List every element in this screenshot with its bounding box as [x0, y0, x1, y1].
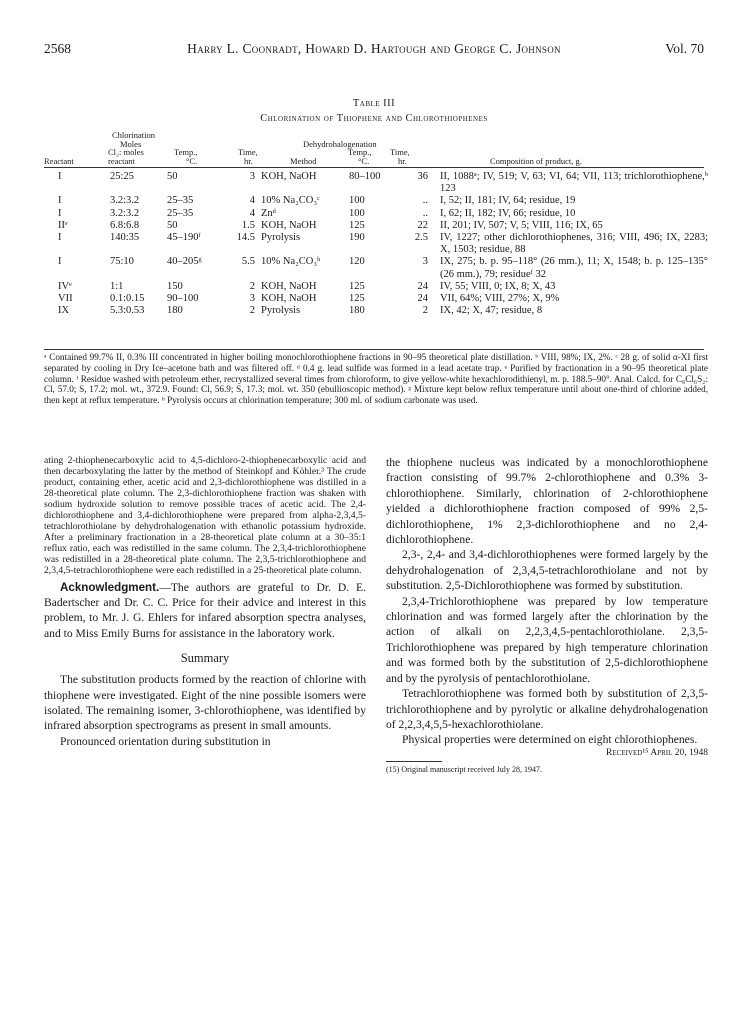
cell-composition: II, 1088ᵃ; IV, 519; V, 63; VI, 64; VII, 113; trichlorothiophene,ᵇ 123: [440, 171, 708, 195]
cell-method: KOH, NaOH: [261, 219, 317, 231]
summary-paragraph-4: 2,3-, 2,4- and 3,4-dichlorothiophenes were formed largely by the dehydrohalogenation of 2,3,4,5-tetrachlorothiolane and not by substitution. 2,5-Dichlorothiophene was formed by substitution.: [386, 548, 708, 593]
acknowledgment-paragraph: [44, 580, 366, 642]
cell-reactant: IX: [58, 305, 70, 317]
cell-dtemp: 125: [349, 293, 365, 305]
table-row: [44, 208, 708, 220]
cell-reactant: I: [58, 232, 62, 244]
cell-method: 10% Na₂CO₃ᶜ: [261, 195, 320, 207]
cell-time: 1.5: [241, 219, 255, 231]
cell-time: 2: [249, 305, 255, 317]
cell-dtime: 24: [417, 280, 428, 292]
author-line: Harry L. Coonradt, Howard D. Hartough and George C. Johnson: [187, 41, 561, 56]
cell-temp: 180: [167, 305, 183, 317]
group-dehydro: Dehydrohalogenation: [303, 139, 377, 149]
summary-paragraph-1: The substitution products formed by the reaction of chlorine with thiophene were investigated. Eight of the nine possible isomers were isolated. The remaining isomer, 3-chlorothiophene, was identified by infrared absorption spectrograms as present in small amounts.: [44, 673, 366, 733]
cell-method: KOH, NaOH: [261, 280, 317, 292]
cell-method: 10% Na₂CO₃ʰ: [261, 256, 321, 268]
experimental-text: ating 2-thiophenecarboxylic acid to 4,5-dichloro-2-thiophenecarboxylic acid and then decarboxylating the latter by the method of Steinkopf and Köhler.³ The crude product, containing ether, acetic acid and 2,3-dichlorothiophene was distilled in a 28-theoretical plate column. The 2,3-dichlorothiophene fraction was shaken with sodium hydroxide solution to remove possible traces of acetic acid. The 2,4-dichlorothiophene and 3,4-dichlorothiophene were prepared from alpha-2,3,4,5-tetrachlorothiolane by dehydrohalogenation with ethanolic potassium hydroxide. After a preliminary fractionation in a 28-theoretical plate column at a 30–35:1 reflux ratio, each was redistilled in the same column. The 2,3,4-trichlorothiophene was redistilled in a 28-theoretical plate column. The 2,3,5-trichlorothiophene and 2,3,4,5-tetrachlorothiophene were each redistilled in a 25-theoretical plate column.: [44, 455, 366, 577]
cell-moles: 140:35: [110, 232, 140, 244]
table-body: [44, 171, 708, 317]
cell-dtemp: 80–100: [349, 171, 381, 182]
col-moles-3: reactant: [108, 156, 135, 166]
summary-paragraph-3: the thiophene nucleus was indicated by a monochlorothiophene fraction consisting of 99.7% 2-chlorothiophene and 0.3% 3-chlorothiophene. Similarly, chlorination of 2-chlorothiophene yielded a dichlorothiophene fraction composed of 99% 2,5-dichlorothiophene, 1% 2,3-dichlorothiophene and no 2,4-dichlorothiophene.: [386, 456, 708, 547]
cell-time: 2: [249, 280, 255, 292]
cell-time: 4: [249, 195, 255, 207]
volume-label: Vol. 70: [665, 41, 704, 56]
summary-paragraph-5: 2,3,4-Trichlorothiophene was prepared by low temperature chlorination and was formed largely after the chlorination by the action of alkali on 2,2,3,4,5-pentachlorothiolane. 2,3,5-Trichlorothiophene was prepared by high temperature chlorination and was formed both by the substitution of 2,5-dichlorothiophene and by the pyrolysis of pentachlorothiolane.: [386, 594, 708, 685]
summary-paragraph-7: Physical properties were determined on eight chlorothiophenes.: [402, 733, 698, 747]
cell-temp: 25–35: [167, 195, 194, 207]
cell-moles: 5.3:0.53: [110, 305, 145, 317]
table-row: [44, 232, 708, 256]
acknowledgment-heading: Acknowledgment.: [60, 580, 160, 594]
cell-moles: 3.2:3.2: [110, 195, 140, 207]
cell-method: Pyrolysis: [261, 305, 301, 317]
received-date: Received¹⁵ April 20, 1948: [606, 747, 708, 758]
acknowledgment-text: —The authors are grateful to Dr. D. E. Badertscher and Dr. C. C. Price for their advice and interest in this problem, to Mr. J. G. Ehlers for infared absorption spectra analyses, and to Miss Emily Burns for assistance in the laboratory work.: [44, 580, 366, 640]
cell-temp: 90–100: [167, 293, 199, 305]
cell-dtemp: 125: [349, 219, 365, 231]
cell-time: 5.5: [241, 256, 255, 268]
cell-method: KOH, NaOH: [261, 171, 317, 182]
col-dtemp-2: °C.: [358, 156, 370, 166]
right-column: [386, 455, 708, 774]
cell-dtemp: 180: [349, 305, 365, 317]
cell-dtemp: 100: [349, 207, 365, 219]
table-row: [44, 220, 708, 232]
cell-dtime: 3: [422, 256, 428, 268]
table-row: [44, 293, 708, 305]
cell-dtemp: 100: [349, 195, 365, 207]
col-dtime-1: Time,: [390, 147, 410, 157]
cell-dtemp: 125: [349, 280, 365, 292]
col-composition: Composition of product, g.: [490, 156, 582, 166]
col-dtemp-1: Temp.,: [348, 147, 372, 157]
table-row: [44, 171, 708, 195]
cell-composition: I, 62; II, 182; IV, 66; residue, 10: [440, 207, 576, 219]
col-temp-2: °C.: [186, 156, 198, 166]
cell-composition: IV, 55; VIII, 0; IX, 8; X, 43: [440, 280, 556, 292]
cell-reactant: I: [58, 171, 62, 182]
summary-paragraph-2: Pronounced orientation during substitution in: [60, 734, 271, 748]
table-bottom-rule: [44, 349, 704, 350]
cell-time: 3: [249, 171, 255, 182]
cell-temp: 45–190ᶠ: [167, 232, 201, 244]
footnote-15: (15) Original manuscript received July 28, 1947.: [386, 764, 542, 774]
cell-moles: 25:25: [110, 171, 134, 182]
cell-moles: 3.2:3.2: [110, 207, 140, 219]
col-moles-1: Moles: [120, 139, 142, 149]
cell-composition: I, 52; II, 181; IV, 64; residue, 19: [440, 195, 576, 207]
cell-time: 4: [249, 207, 255, 219]
table-row: [44, 305, 708, 317]
cell-composition: IX, 42; X, 47; residue, 8: [440, 305, 543, 317]
cell-time: 3: [249, 293, 255, 305]
col-reactant: Reactant: [44, 156, 74, 166]
cell-reactant: VII: [58, 293, 73, 305]
cell-reactant: I: [58, 195, 62, 207]
cell-reactant: IVᵉ: [58, 280, 72, 292]
left-column: [44, 455, 366, 749]
col-time-2: hr.: [244, 156, 253, 166]
page-number: 2568: [44, 41, 71, 56]
summary-paragraph-6: Tetrachlorothiophene was formed both by substitution of 2,3,5-trichlorothiophene and by pyrolytic or alkaline dehydrohalogenation of 2,2,3,4,5,5-hexachlorothiolane.: [386, 687, 708, 731]
group-chlorination: Chlorination: [112, 130, 155, 140]
cell-dtime: 36: [417, 171, 428, 182]
cell-temp: 40–205ᵍ: [167, 256, 202, 268]
cell-temp: 50: [167, 219, 178, 231]
cell-composition: IV, 1227; other dichlorothiophenes, 316; VIII, 496; IX, 2283; X, 1503; residue, 88: [440, 232, 708, 256]
col-method: Method: [290, 156, 317, 166]
table-row: [44, 195, 708, 207]
cell-dtime: 2: [422, 305, 428, 317]
cell-moles: 0.1:0.15: [110, 293, 145, 305]
table-label: Table III: [352, 98, 396, 109]
cell-composition: VII, 64%; VIII, 27%; X, 9%: [440, 293, 560, 305]
cell-dtime: 2.5: [414, 232, 428, 244]
table-row: [44, 256, 708, 280]
cell-method: Pyrolysis: [261, 232, 301, 244]
cell-method: Znᵈ: [261, 207, 276, 219]
cell-temp: 150: [167, 280, 183, 292]
cell-dtime: 22: [417, 219, 428, 231]
cell-reactant: I: [58, 256, 62, 268]
summary-heading: Summary: [180, 651, 230, 666]
cell-composition: II, 201; IV, 507; V, 5; VIII, 116; IX, 65: [440, 219, 603, 231]
col-time-1: Time,: [238, 147, 258, 157]
cell-composition: IX, 275; b. p. 95–118° (26 mm.), 11; X, 1548; b. p. 125–135° (26 mm.), 79; residueᶠ 32: [440, 256, 708, 280]
cell-reactant: IIᵉ: [58, 219, 68, 231]
cell-dtime: 24: [417, 293, 428, 305]
col-dtime-2: hr.: [398, 156, 407, 166]
table-title: Chlorination of Thiophene and Chlorothiophenes: [260, 113, 488, 124]
cell-moles: 75:10: [110, 256, 134, 268]
cell-reactant: I: [58, 207, 62, 219]
col-moles-2: Cl₂: moles: [108, 147, 144, 157]
cell-temp: 50: [167, 171, 178, 182]
cell-moles: 1:1: [110, 280, 124, 292]
cell-temp: 25–35: [167, 207, 194, 219]
table-header-rule: [44, 167, 704, 168]
col-temp-1: Temp.,: [174, 147, 198, 157]
cell-dtime: ..: [422, 195, 428, 207]
cell-dtime: ..: [422, 207, 428, 219]
cell-moles: 6.8:6.8: [110, 219, 140, 231]
cell-dtemp: 190: [349, 232, 365, 244]
table-footnotes: ᵃ Contained 99.7% II, 0.3% III concentrated in higher boiling monochlorothiophene fractions in 90–95 theoretical plate distillation. ᵇ VIII, 98%; IX, 2%. ᶜ 28 g. of solid α-XI first separated by cooling in Dry Ice–acetone bath and was filtered off. ᵈ 0.4 g. lead sulfide was formed in a lead acetate trap. ᵉ Purified by fractionation in a 90–95 theoretical plate column. ᶠ Residue washed with petroleum ether, recrystallized several times from chloroform, to give yellow-white hexachlorodithienyl, m. p. 188.5–90°. Anal. Calcd. for C₈Cl₆S₂: Cl, 57.0; S, 17.2; mol. wt., 372.9. Found: Cl, 56.9; S, 17.3; mol. wt. 350 (ebullioscopic method). ᵍ Mixture kept below reflux temperature until about one-third of chlorine added, then kept at reflux temperature. ʰ Pyrolysis occurs at chlorination temperature; 300 ml. of sodium carbonate was used.: [44, 352, 708, 406]
footnote-rule: [386, 761, 442, 762]
cell-method: KOH, NaOH: [261, 293, 317, 305]
cell-time: 14.5: [236, 232, 255, 244]
cell-dtemp: 120: [349, 256, 365, 268]
table-row: [44, 281, 708, 293]
